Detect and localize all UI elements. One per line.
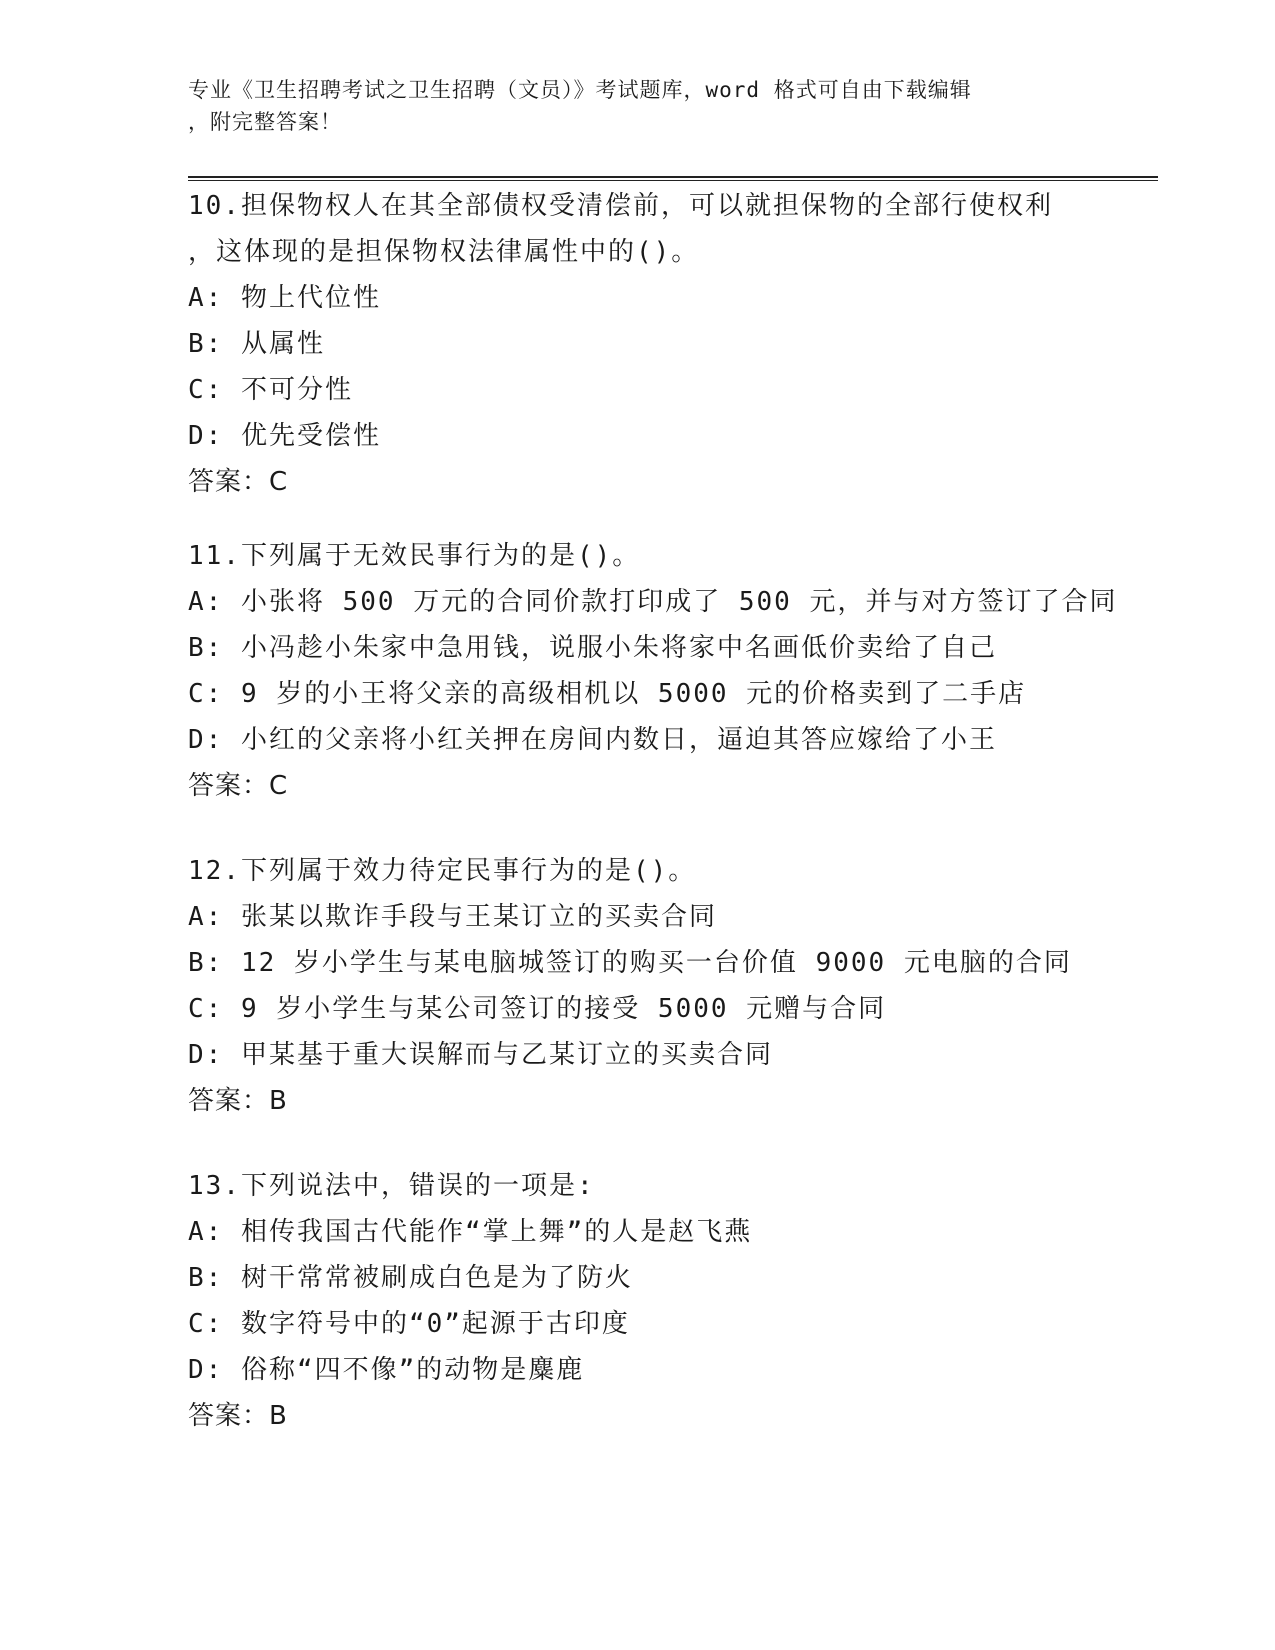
question-stem-line-2: ，这体现的是担保物权法律属性中的()。 [188,237,700,267]
option-c: C: 不可分性 [188,375,353,405]
question-stem-line-1: 12.下列属于效力待定民事行为的是()。 [188,856,697,886]
header-note-line-2: ，附完整答案！ [188,110,342,134]
option-c: C: 9 岁的小王将父亲的高级相机以 5000 元的价格卖到了二手店 [188,679,1027,709]
option-d: D: 优先受偿性 [188,421,381,451]
question-stem-line-1: 10.担保物权人在其全部债权受清偿前，可以就担保物的全部行使权利 [188,191,1053,221]
header-note [188,74,1088,138]
header-note-line-1: 专业《卫生招聘考试之卫生招聘（文员）》考试题库，word 格式可自由下载编辑 [188,78,972,102]
question-stem [188,533,1088,579]
option-a: A: 张某以欺诈手段与王某订立的买卖合同 [188,902,717,932]
answer-line: 答案：B [188,1086,288,1116]
question-11 [188,533,1118,809]
option-c: C: 数字符号中的“0”起源于古印度 [188,1309,630,1339]
option-d: D: 小红的父亲将小红关押在房间内数日，逼迫其答应嫁给了小王 [188,725,997,755]
answer-line: 答案：B [188,1401,288,1431]
question-10 [188,183,1088,505]
option-d: D: 俗称“四不像”的动物是麋鹿 [188,1355,585,1385]
question-stem [188,848,1088,894]
option-b: B: 从属性 [188,329,325,359]
answer-line: 答案：C [188,771,289,801]
header-divider [188,176,1158,181]
option-d: D: 甲某基于重大误解而与乙某订立的买卖合同 [188,1040,773,1070]
question-stem [188,183,1088,275]
option-a: A: 小张将 500 万元的合同价款打印成了 500 元，并与对方签订了合同 [188,587,1118,617]
question-12 [188,848,1088,1124]
question-stem [188,1163,1088,1209]
option-b: B: 小冯趁小朱家中急用钱，说服小朱将家中名画低价卖给了自己 [188,633,997,663]
option-a: A: 物上代位性 [188,283,381,313]
question-stem-line-1: 11.下列属于无效民事行为的是()。 [188,541,641,571]
question-stem-line-1: 13.下列说法中，错误的一项是: [188,1171,595,1201]
option-b: B: 12 岁小学生与某电脑城签订的购买一台价值 9000 元电脑的合同 [188,948,1072,978]
option-c: C: 9 岁小学生与某公司签订的接受 5000 元赠与合同 [188,994,887,1024]
option-b: B: 树干常常被刷成白色是为了防火 [188,1263,633,1293]
answer-line: 答案：C [188,467,289,497]
question-13 [188,1163,1088,1439]
option-a: A: 相传我国古代能作“掌上舞”的人是赵飞燕 [188,1217,753,1247]
